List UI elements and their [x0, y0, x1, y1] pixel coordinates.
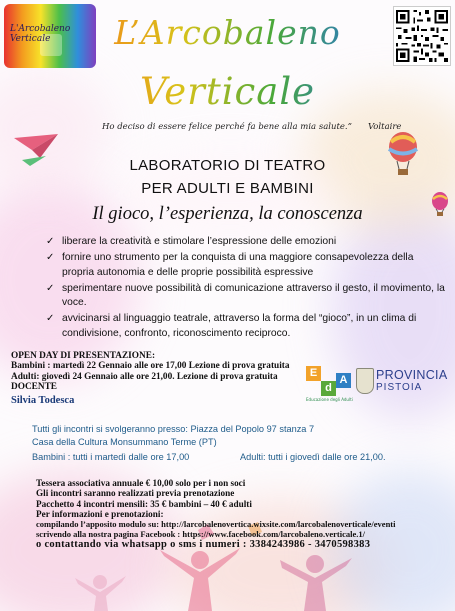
title-arcobaleno: L’Arcobaleno	[0, 13, 455, 52]
coat-of-arms-icon	[356, 368, 374, 394]
eda-caption: Educazione degli Adulti	[306, 397, 353, 402]
goals-list	[46, 235, 446, 343]
info-line: Gli incontri saranno realizzati previa prenotazione	[36, 488, 235, 499]
eda-letter: E	[306, 366, 321, 381]
province-line1: PROVINCIA	[376, 368, 448, 382]
open-day-heading: OPEN DAY DI PRESENTAZIONE:	[11, 351, 156, 361]
info-contact-line: o contattando via whatsapp o sms i numeri : 3384243986 - 3470598383	[36, 538, 371, 550]
quote-text: Ho deciso di essere felice perché fa bene alla mia salute.”	[102, 122, 352, 132]
eda-logo	[306, 366, 352, 404]
list-item: ✓ avvicinarsi al linguaggio teatrale, attraverso la forma del “gioco”, in un clima di condivisione, confronto, riconoscimento reciproco.	[46, 313, 417, 340]
open-day-section	[11, 351, 290, 393]
course-title-line1: LABORATORIO DI TEATRO	[129, 157, 326, 174]
adults-schedule: Adulti: tutti i giovedì dalle ore 21,00.	[240, 452, 386, 462]
open-day-adults: Adulti: giovedì 24 Gennaio alle ore 21,00. Lezione di prova gratuita	[11, 371, 278, 382]
info-line: Pacchetto 4 incontri mensili: 35 € bambini – 40 € adulti	[36, 498, 252, 509]
list-item: ✓ fornire uno strumento per la conquista di una maggiore consapevolezza della propria autonomia e delle proprie possibilità espressive	[46, 252, 414, 278]
checkmark-icon: ✓	[46, 313, 55, 325]
teacher-name: Silvia Todesca	[11, 395, 75, 406]
info-link-line: scrivendo alla nostra pagina Facebook : https://www.facebook.com/larcobaleno.verticale.1/	[36, 529, 365, 540]
info-section	[36, 478, 396, 550]
list-item: ✓ liberare la creatività e stimolare l’espressione delle emozioni	[46, 235, 446, 250]
eda-letter: d	[321, 381, 336, 396]
province-line2: PISTOIA	[376, 382, 423, 393]
list-item: ✓ sperimentare nuove possibilità di comunicazione attraverso il gesto, il movimento, la voce.	[46, 282, 445, 309]
title-verticale: Verticale	[0, 70, 455, 113]
checkmark-icon: ✓	[46, 282, 55, 294]
quote-author: Voltaire	[367, 122, 402, 132]
checkmark-icon: ✓	[46, 236, 55, 247]
open-day-kids: Bambini : martedì 22 Gennaio alle ore 17,00 Lezione di prova gratuita	[11, 361, 290, 372]
venue-line1: Tutti gli incontri si svolgeranno presso: Piazza del Popolo 97 stanza 7	[32, 424, 315, 434]
checkmark-icon: ✓	[46, 252, 55, 264]
course-subtitle: Il gioco, l’esperienza, la conoscenza	[92, 204, 363, 224]
info-link-line: compilando l’apposito modulo su: http://larcobalenovertica.wixsite.com/larcobalenoverticale/eventi	[36, 519, 396, 530]
kids-schedule: Bambini : tutti i martedì dalle ore 17,00	[32, 452, 190, 462]
eda-letter: A	[336, 373, 351, 388]
quote	[102, 122, 401, 132]
teacher-label: DOCENTE	[11, 382, 57, 393]
info-line: Per informazioni e prenotazioni:	[36, 508, 164, 519]
venue-line2: Casa della Cultura Monsummano Terme (PT)	[32, 437, 217, 447]
info-line: Tessera associativa annuale € 10,00 solo per i non soci	[36, 478, 246, 488]
course-title-line2: PER ADULTI E BAMBINI	[141, 180, 314, 197]
